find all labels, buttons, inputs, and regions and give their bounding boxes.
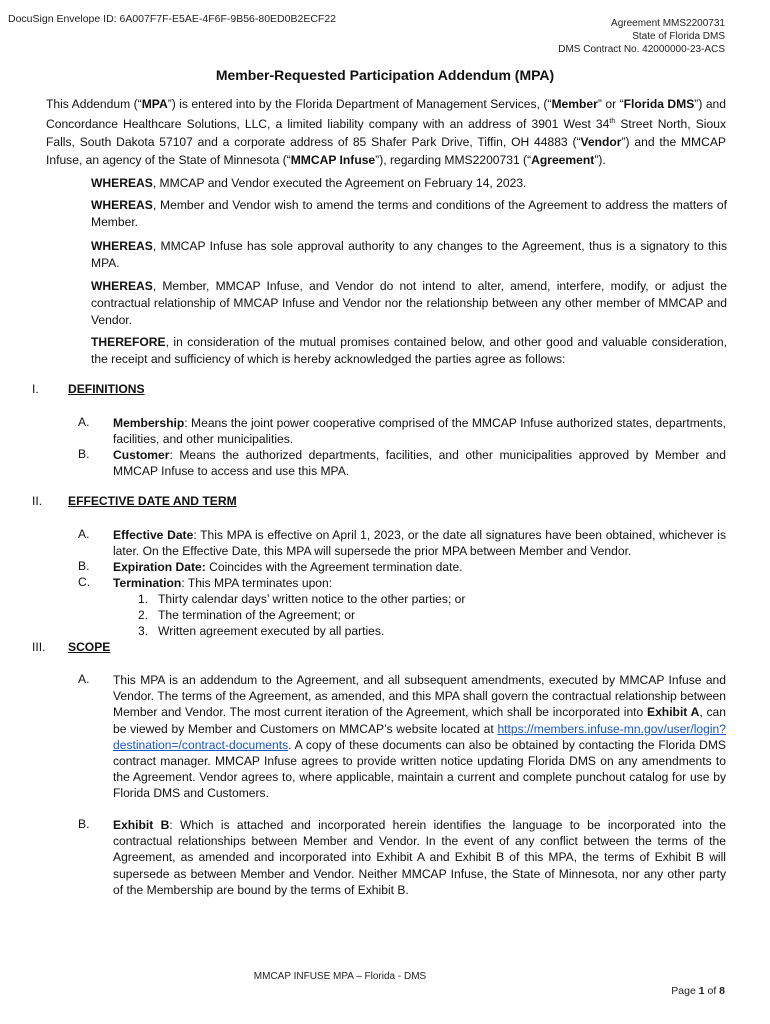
header-block: [558, 17, 725, 56]
item-letter: A.: [78, 672, 90, 686]
agreement-number: Agreement MMS2200731: [611, 18, 725, 29]
state-label: State of Florida DMS: [632, 31, 725, 42]
contract-documents-link[interactable]: https://members.infuse-mn.gov/user/login?destination=/contract-documents: [113, 721, 726, 752]
item-letter: B.: [78, 817, 90, 831]
item-letter: C.: [78, 575, 91, 589]
item-letter: B.: [78, 447, 90, 461]
list-number: 1.: [138, 592, 149, 606]
expiration-date-item: Expiration Date: Coincides with the Agreement termination date.: [113, 560, 463, 574]
item-letter: B.: [78, 559, 90, 573]
list-item: Written agreement executed by all parties.: [158, 624, 385, 638]
whereas-clause: WHEREAS, Member and Vendor wish to amend the terms and conditions of the Agreement to address the matters of Member.: [91, 198, 727, 229]
page-number: Page 1 of 8: [671, 985, 725, 997]
docusign-envelope-id: DocuSign Envelope ID: 6A007F7F-E5AE-4F6F-9B56-80ED0B2ECF22: [8, 13, 337, 25]
item-letter: A.: [78, 415, 90, 429]
section-number: III.: [32, 640, 46, 654]
therefore-clause: THEREFORE, in consideration of the mutual promises contained below, and other good and valuable consideration, the receipt and sufficiency of which is hereby acknowledged the parties agree as follows:: [91, 335, 727, 366]
whereas-clause: WHEREAS, MMCAP Infuse has sole approval authority to any changes to the Agreement, thus is a signatory to this MPA.: [91, 239, 727, 270]
list-number: 3.: [138, 624, 149, 638]
page-title: Member-Requested Participation Addendum (MPA): [215, 67, 555, 83]
whereas-clause: WHEREAS, MMCAP and Vendor executed the Agreement on February 14, 2023.: [91, 176, 527, 190]
section-title-scope: SCOPE: [68, 640, 111, 654]
section-title-effective-date: EFFECTIVE DATE AND TERM: [68, 494, 237, 508]
termination-item: Termination: This MPA terminates upon:: [113, 576, 333, 590]
effective-date-item: Effective Date: This MPA is effective on April 1, 2023, or the date all signatures have been obtained, whichever is later. On the Effective Date, this MPA will supersede the prior MPA between Member and Vendor.: [113, 528, 726, 559]
list-item: The termination of the Agreement; or: [158, 608, 355, 622]
contract-number: DMS Contract No. 42000000-23-ACS: [558, 44, 725, 55]
definition-customer: Customer: Means the authorized departments, facilities, and other municipalities approved by Member and MMCAP Infuse to access and use this MPA.: [113, 448, 726, 479]
section-number: II.: [32, 494, 43, 508]
item-letter: A.: [78, 527, 90, 541]
scope-item-a: This MPA is an addendum to the Agreement, and all subsequent amendments, executed by MMCAP Infuse and Vendor. The terms of the Agreement, as amended, and this MPA shall govern the contractual relationship between Member and Vendor. The most current iteration of the Agreement, which shall be incorporated into Exhibit A, can be viewed by Member and Customers on MMCAP’s website located at https://members.infuse-mn.gov/user/login?destination=/contract-documents. A copy of these documents can also be obtained by contacting the Florida DMS contract manager. MMCAP Infuse agrees to provide written notice updating Florida DMS on any amendments to the Agreement. Vendor agrees to, where applicable, maintain a current and complete punchout catalog for use by Florida DMS and Customers.: [113, 673, 726, 801]
whereas-clause: WHEREAS, Member, MMCAP Infuse, and Vendor do not intend to alter, amend, interfere, modify, or adjust the contractual relationship of MMCAP Infuse and Vendor nor the relationship between any other member of MMCAP and Vendor.: [91, 279, 727, 327]
scope-item-b: Exhibit B: Which is attached and incorporated herein identifies the language to be incorporated into the contractual relationships between Member and Vendor. In the event of any conflict between the terms of the Agreement, as amended and incorporated into Exhibit A and Exhibit B of this MPA, the terms of Exhibit B will supersede as between Member and Vendor. Neither MMCAP Infuse, the State of Minnesota, nor any other party of the Membership are bound by the terms of Exhibit B.: [113, 818, 726, 897]
list-item: Thirty calendar days’ written notice to the other parties; or: [158, 592, 466, 606]
list-number: 2.: [138, 608, 149, 622]
section-title-definitions: DEFINITIONS: [68, 382, 145, 396]
intro-paragraph: This Addendum (“MPA”) is entered into by the Florida Department of Management Services, (“Member” or “Florida DMS”) and Concordance Healthcare Solutions, LLC, a limited liability company with an address of 3901 West 34th Street North, Sioux Falls, South Dakota 57107 and a corporate address of 85 Shafer Park Drive, Tiffin, OH 44883 (“Vendor”) and the MMCAP Infuse, an agency of the State of Minnesota (“MMCAP Infuse”), regarding MMS2200731 (“Agreement”).: [46, 97, 727, 168]
definition-membership: Membership: Means the joint power cooperative comprised of the MMCAP Infuse authorized states, departments, facilities, and other municipalities.: [113, 416, 726, 447]
section-number: I.: [32, 382, 39, 396]
footer-title: MMCAP INFUSE MPA – Florida - DMS: [253, 971, 427, 982]
